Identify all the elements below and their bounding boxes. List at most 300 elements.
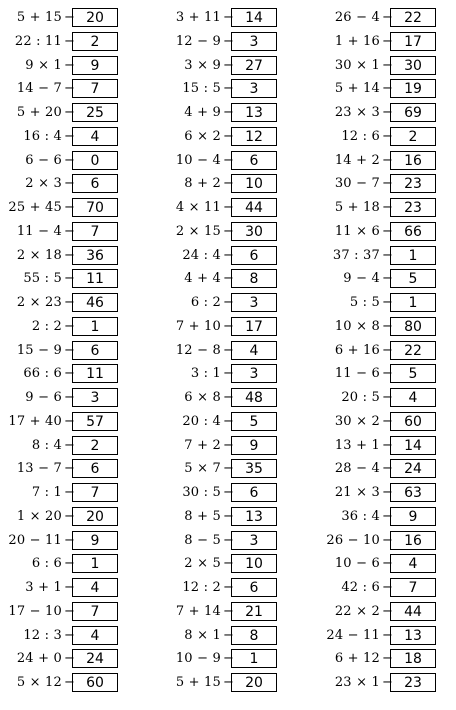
answer-box[interactable]: 10 xyxy=(231,174,277,193)
exercise-row xyxy=(0,530,150,552)
exercise-row xyxy=(159,648,309,670)
equals-dash: − xyxy=(382,532,393,548)
equals-dash: − xyxy=(64,342,75,358)
equals-dash: − xyxy=(64,223,75,239)
equals-dash: − xyxy=(223,366,234,382)
exercise-expression: 6 : 2 xyxy=(190,295,221,310)
equals-dash: − xyxy=(64,318,75,334)
exercise-expression: 14 − 7 xyxy=(16,81,62,97)
exercise-row xyxy=(318,221,456,243)
exercise-row xyxy=(0,268,150,290)
exercise-expression: 23 × 1 xyxy=(334,675,380,690)
equals-dash: − xyxy=(382,200,393,215)
exercise-row xyxy=(0,55,150,77)
equals-dash: − xyxy=(64,128,75,144)
exercise-row xyxy=(318,530,456,552)
exercise-expression: 66 : 6 xyxy=(23,366,62,382)
exercise-expression: 11 − 6 xyxy=(334,366,380,382)
exercise-row xyxy=(0,316,150,338)
exercise-row xyxy=(159,78,309,100)
answer-box[interactable]: 7 xyxy=(390,578,436,597)
exercise-row xyxy=(318,411,456,433)
equals-dash: − xyxy=(223,532,234,548)
exercise-row xyxy=(318,482,456,504)
answer-box[interactable]: 63 xyxy=(390,483,436,502)
exercise-row xyxy=(0,150,150,172)
answer-box[interactable]: 60 xyxy=(72,673,118,692)
equals-dash: − xyxy=(223,508,234,524)
exercise-expression: 24 : 4 xyxy=(182,247,221,263)
exercise-expression: 2 × 18 xyxy=(16,247,62,263)
answer-box[interactable]: 6 xyxy=(231,151,277,170)
equals-dash: − xyxy=(223,390,234,405)
equals-dash: − xyxy=(64,57,75,73)
exercise-expression: 5 + 15 xyxy=(16,10,62,25)
answer-box[interactable]: 69 xyxy=(390,103,436,122)
answer-box[interactable]: 24 xyxy=(390,459,436,478)
answer-box[interactable]: 4 xyxy=(390,554,436,573)
exercise-row xyxy=(0,482,150,504)
equals-dash: − xyxy=(223,603,234,619)
answer-box[interactable]: 23 xyxy=(390,174,436,193)
answer-box[interactable]: 2 xyxy=(390,127,436,146)
exercise-expression: 8 : 4 xyxy=(31,437,62,453)
equals-dash: − xyxy=(64,485,75,500)
exercise-expression: 12 − 8 xyxy=(175,342,221,358)
answer-box[interactable]: 30 xyxy=(231,222,277,241)
exercise-expression: 37 : 37 xyxy=(332,247,380,263)
exercise-expression: 30 : 5 xyxy=(182,485,221,500)
exercise-row xyxy=(0,221,150,243)
exercise-row xyxy=(0,553,150,575)
exercise-expression: 4 + 4 xyxy=(184,271,221,287)
answer-box[interactable]: 23 xyxy=(390,673,436,692)
exercise-row xyxy=(0,78,150,100)
exercise-expression: 20 : 4 xyxy=(182,413,221,429)
answer-box[interactable]: 23 xyxy=(390,198,436,217)
exercise-row xyxy=(0,601,150,623)
exercise-row xyxy=(318,173,456,195)
exercise-expression: 4 + 9 xyxy=(184,105,221,120)
equals-dash: − xyxy=(64,603,75,619)
exercise-row xyxy=(318,506,456,528)
exercise-expression: 2 : 2 xyxy=(31,318,62,334)
answer-box[interactable]: 6 xyxy=(72,459,118,478)
exercise-expression: 30 × 2 xyxy=(334,413,380,429)
exercise-expression: 12 : 2 xyxy=(182,580,221,595)
answer-box[interactable]: 6 xyxy=(231,578,277,597)
answer-box[interactable]: 16 xyxy=(390,531,436,550)
answer-box[interactable]: 3 xyxy=(231,79,277,98)
answer-box[interactable]: 22 xyxy=(390,341,436,360)
answer-box[interactable]: 8 xyxy=(231,269,277,288)
equals-dash: − xyxy=(64,508,75,524)
equals-dash: − xyxy=(223,485,234,500)
equals-dash: − xyxy=(223,675,234,690)
answer-box[interactable]: 11 xyxy=(72,364,118,383)
equals-dash: − xyxy=(223,651,234,667)
answer-box[interactable]: 12 xyxy=(231,127,277,146)
exercise-row xyxy=(318,268,456,290)
answer-box[interactable]: 60 xyxy=(390,412,436,431)
equals-dash: − xyxy=(382,580,393,595)
exercise-row xyxy=(0,292,150,314)
answer-box[interactable]: 9 xyxy=(72,56,118,75)
answer-box[interactable]: 66 xyxy=(390,222,436,241)
exercise-expression: 28 − 4 xyxy=(334,461,380,477)
exercise-expression: 26 − 4 xyxy=(334,10,380,25)
exercise-row xyxy=(0,387,150,409)
answer-box[interactable]: 3 xyxy=(231,293,277,312)
answer-box[interactable]: 3 xyxy=(231,364,277,383)
exercise-row xyxy=(159,625,309,647)
equals-dash: − xyxy=(64,675,75,690)
answer-box[interactable]: 22 xyxy=(390,8,436,27)
exercise-row xyxy=(159,292,309,314)
answer-box[interactable]: 7 xyxy=(72,79,118,98)
answer-box[interactable]: 4 xyxy=(72,578,118,597)
exercise-expression: 6 : 6 xyxy=(31,556,62,572)
answer-box[interactable]: 8 xyxy=(231,626,277,645)
exercise-row xyxy=(0,126,150,148)
exercise-expression: 8 + 5 xyxy=(184,508,221,524)
answer-box[interactable]: 24 xyxy=(72,649,118,668)
exercise-row xyxy=(0,7,150,29)
equals-dash: − xyxy=(223,342,234,358)
answer-box[interactable]: 13 xyxy=(231,507,277,526)
equals-dash: − xyxy=(64,295,75,310)
exercise-expression: 6 × 8 xyxy=(184,390,221,405)
equals-dash: − xyxy=(64,105,75,120)
answer-box[interactable]: 44 xyxy=(231,198,277,217)
answer-box[interactable]: 5 xyxy=(231,412,277,431)
exercise-expression: 2 × 3 xyxy=(25,176,62,192)
equals-dash: − xyxy=(382,128,393,144)
exercise-expression: 5 + 15 xyxy=(175,675,221,690)
answer-box[interactable]: 17 xyxy=(231,317,277,336)
answer-box[interactable]: 5 xyxy=(390,269,436,288)
exercise-expression: 11 × 6 xyxy=(334,223,380,239)
equals-dash: − xyxy=(64,200,75,215)
exercise-expression: 22 × 2 xyxy=(334,603,380,619)
exercise-expression: 30 − 7 xyxy=(334,176,380,192)
exercise-expression: 42 : 6 xyxy=(341,580,380,595)
answer-box[interactable]: 20 xyxy=(72,507,118,526)
answer-box[interactable]: 7 xyxy=(72,602,118,621)
exercise-row xyxy=(318,387,456,409)
answer-box[interactable]: 9 xyxy=(231,436,277,455)
answer-box[interactable]: 3 xyxy=(231,32,277,51)
exercise-expression: 7 + 14 xyxy=(175,603,221,619)
exercise-row xyxy=(159,577,309,599)
exercise-row xyxy=(0,173,150,195)
exercise-expression: 1 × 20 xyxy=(16,508,62,524)
equals-dash: − xyxy=(223,105,234,120)
exercise-row xyxy=(0,648,150,670)
exercise-row xyxy=(0,245,150,267)
exercise-expression: 21 × 3 xyxy=(334,485,380,500)
answer-box[interactable]: 4 xyxy=(231,341,277,360)
exercise-expression: 1 + 16 xyxy=(334,33,380,49)
equals-dash: − xyxy=(64,580,75,595)
exercise-expression: 11 − 4 xyxy=(16,223,62,239)
exercise-row xyxy=(318,577,456,599)
answer-box[interactable]: 1 xyxy=(72,317,118,336)
answer-box[interactable]: 36 xyxy=(72,246,118,265)
equals-dash: − xyxy=(382,461,393,477)
equals-dash: − xyxy=(64,461,75,477)
exercise-row xyxy=(159,31,309,53)
exercise-expression: 12 − 9 xyxy=(175,33,221,49)
answer-box[interactable]: 6 xyxy=(72,341,118,360)
equals-dash: − xyxy=(382,413,393,429)
answer-box[interactable]: 80 xyxy=(390,317,436,336)
answer-box[interactable]: 57 xyxy=(72,412,118,431)
exercise-row xyxy=(318,31,456,53)
equals-dash: − xyxy=(382,10,393,25)
equals-dash: − xyxy=(64,81,75,97)
answer-box[interactable]: 5 xyxy=(390,364,436,383)
answer-box[interactable]: 1 xyxy=(231,649,277,668)
exercise-row xyxy=(159,530,309,552)
exercise-row xyxy=(0,363,150,385)
equals-dash: − xyxy=(64,556,75,572)
exercise-expression: 12 : 3 xyxy=(23,627,62,643)
answer-box[interactable]: 48 xyxy=(231,388,277,407)
answer-box[interactable]: 1 xyxy=(72,554,118,573)
answer-box[interactable]: 44 xyxy=(390,602,436,621)
exercise-expression: 5 + 20 xyxy=(16,105,62,120)
exercise-row xyxy=(318,126,456,148)
exercise-row xyxy=(159,221,309,243)
equals-dash: − xyxy=(382,556,393,572)
exercise-expression: 17 + 40 xyxy=(8,413,62,429)
exercise-expression: 22 : 11 xyxy=(14,33,62,49)
exercise-row xyxy=(318,363,456,385)
exercise-expression: 2 × 5 xyxy=(184,556,221,572)
equals-dash: − xyxy=(223,81,234,97)
answer-box[interactable]: 9 xyxy=(72,531,118,550)
answer-box[interactable]: 3 xyxy=(231,531,277,550)
exercise-expression: 13 + 1 xyxy=(334,437,380,453)
equals-dash: − xyxy=(223,33,234,49)
exercise-row xyxy=(318,245,456,267)
answer-box[interactable]: 30 xyxy=(390,56,436,75)
exercise-row xyxy=(159,102,309,124)
answer-box[interactable]: 21 xyxy=(231,602,277,621)
equals-dash: − xyxy=(382,295,393,310)
answer-box[interactable]: 3 xyxy=(72,388,118,407)
answer-box[interactable]: 13 xyxy=(231,103,277,122)
exercise-expression: 7 + 10 xyxy=(175,318,221,334)
exercise-row xyxy=(318,435,456,457)
exercise-expression: 26 − 10 xyxy=(326,532,380,548)
answer-box[interactable]: 9 xyxy=(390,507,436,526)
equals-dash: − xyxy=(382,508,393,524)
exercise-row xyxy=(318,648,456,670)
equals-dash: − xyxy=(382,105,393,120)
exercise-row xyxy=(159,435,309,457)
exercise-expression: 16 : 4 xyxy=(23,128,62,144)
answer-box[interactable]: 19 xyxy=(390,79,436,98)
answer-box[interactable]: 0 xyxy=(72,151,118,170)
answer-box[interactable]: 11 xyxy=(72,269,118,288)
equals-dash: − xyxy=(223,176,234,192)
equals-dash: − xyxy=(382,437,393,453)
equals-dash: − xyxy=(382,176,393,192)
exercise-row xyxy=(318,197,456,219)
answer-box[interactable]: 46 xyxy=(72,293,118,312)
equals-dash: − xyxy=(223,247,234,263)
exercise-expression: 2 × 23 xyxy=(16,295,62,310)
equals-dash: − xyxy=(64,152,75,168)
equals-dash: − xyxy=(223,437,234,453)
equals-dash: − xyxy=(223,152,234,168)
answer-box[interactable]: 35 xyxy=(231,459,277,478)
exercise-row xyxy=(159,268,309,290)
answer-box[interactable]: 20 xyxy=(72,8,118,27)
equals-dash: − xyxy=(64,413,75,429)
exercise-expression: 20 − 11 xyxy=(8,532,62,548)
exercise-expression: 30 × 1 xyxy=(334,57,380,73)
equals-dash: − xyxy=(382,603,393,619)
exercise-expression: 2 × 15 xyxy=(175,223,221,239)
exercise-row xyxy=(318,292,456,314)
answer-box[interactable]: 17 xyxy=(390,32,436,51)
exercise-row xyxy=(0,625,150,647)
equals-dash: − xyxy=(382,390,393,405)
equals-dash: − xyxy=(382,651,393,667)
exercise-row xyxy=(318,458,456,480)
exercise-row xyxy=(0,458,150,480)
answer-box[interactable]: 6 xyxy=(231,483,277,502)
exercise-row xyxy=(318,150,456,172)
equals-dash: − xyxy=(64,390,75,405)
answer-box[interactable]: 25 xyxy=(72,103,118,122)
answer-box[interactable]: 7 xyxy=(72,222,118,241)
exercise-row xyxy=(159,126,309,148)
exercise-row xyxy=(318,601,456,623)
exercise-expression: 36 : 4 xyxy=(341,508,380,524)
answer-box[interactable]: 14 xyxy=(390,436,436,455)
equals-dash: − xyxy=(64,532,75,548)
answer-box[interactable]: 1 xyxy=(390,293,436,312)
exercise-row xyxy=(159,458,309,480)
equals-dash: − xyxy=(223,57,234,73)
answer-box[interactable]: 4 xyxy=(72,127,118,146)
answer-box[interactable]: 27 xyxy=(231,56,277,75)
exercise-expression: 3 + 11 xyxy=(175,10,221,25)
exercise-row xyxy=(0,31,150,53)
exercise-row xyxy=(318,55,456,77)
exercise-expression: 3 + 1 xyxy=(25,580,62,595)
answer-box[interactable]: 2 xyxy=(72,436,118,455)
exercise-expression: 15 : 5 xyxy=(182,81,221,97)
exercise-expression: 8 − 5 xyxy=(184,532,221,548)
answer-box[interactable]: 13 xyxy=(390,626,436,645)
equals-dash: − xyxy=(223,580,234,595)
exercise-row xyxy=(318,78,456,100)
answer-box[interactable]: 18 xyxy=(390,649,436,668)
exercise-row xyxy=(0,506,150,528)
exercise-row xyxy=(159,55,309,77)
answer-box[interactable]: 2 xyxy=(72,32,118,51)
exercise-expression: 17 − 10 xyxy=(8,603,62,619)
exercise-expression: 9 − 6 xyxy=(25,390,62,405)
exercise-expression: 12 : 6 xyxy=(341,128,380,144)
equals-dash: − xyxy=(382,342,393,358)
exercise-expression: 5 × 12 xyxy=(16,675,62,690)
exercise-row xyxy=(318,102,456,124)
equals-dash: − xyxy=(223,461,234,477)
equals-dash: − xyxy=(223,295,234,310)
exercise-expression: 10 − 6 xyxy=(334,556,380,572)
exercise-expression: 10 × 8 xyxy=(334,318,380,334)
exercise-row xyxy=(159,340,309,362)
answer-box[interactable]: 70 xyxy=(72,198,118,217)
exercise-row xyxy=(0,411,150,433)
exercise-expression: 6 − 6 xyxy=(25,152,62,168)
equals-dash: − xyxy=(382,152,393,168)
equals-dash: − xyxy=(223,556,234,572)
exercise-expression: 3 × 9 xyxy=(184,57,221,73)
equals-dash: − xyxy=(64,247,75,263)
exercise-row xyxy=(159,197,309,219)
answer-box[interactable]: 7 xyxy=(72,483,118,502)
exercise-expression: 15 − 9 xyxy=(16,342,62,358)
exercise-expression: 23 × 3 xyxy=(334,105,380,120)
exercise-row xyxy=(318,7,456,29)
answer-box[interactable]: 4 xyxy=(390,388,436,407)
answer-box[interactable]: 4 xyxy=(72,626,118,645)
exercise-expression: 5 + 14 xyxy=(334,81,380,97)
answer-box[interactable]: 10 xyxy=(231,554,277,573)
exercise-expression: 6 + 12 xyxy=(334,651,380,667)
exercise-expression: 8 + 2 xyxy=(184,176,221,192)
exercise-expression: 6 × 2 xyxy=(184,128,221,144)
exercise-row xyxy=(159,506,309,528)
exercise-row xyxy=(159,387,309,409)
equals-dash: − xyxy=(382,223,393,239)
equals-dash: − xyxy=(64,651,75,667)
exercise-expression: 55 : 5 xyxy=(23,271,62,287)
answer-box[interactable]: 1 xyxy=(390,246,436,265)
exercise-row xyxy=(159,7,309,29)
answer-box[interactable]: 6 xyxy=(231,246,277,265)
exercise-row xyxy=(318,553,456,575)
exercise-expression: 24 − 11 xyxy=(326,627,380,643)
equals-dash: − xyxy=(382,485,393,500)
equals-dash: − xyxy=(64,366,75,382)
exercise-row xyxy=(159,245,309,267)
answer-box[interactable]: 14 xyxy=(231,8,277,27)
exercise-expression: 4 × 11 xyxy=(175,200,221,215)
exercise-row xyxy=(159,482,309,504)
exercise-expression: 7 : 1 xyxy=(31,485,62,500)
exercise-row xyxy=(0,102,150,124)
answer-box[interactable]: 6 xyxy=(72,174,118,193)
equals-dash: − xyxy=(64,437,75,453)
equals-dash: − xyxy=(223,627,234,643)
answer-box[interactable]: 16 xyxy=(390,151,436,170)
exercise-row xyxy=(318,625,456,647)
exercise-expression: 14 + 2 xyxy=(334,152,380,168)
answer-box[interactable]: 20 xyxy=(231,673,277,692)
exercise-row xyxy=(159,411,309,433)
equals-dash: − xyxy=(382,318,393,334)
exercise-row xyxy=(318,672,456,694)
equals-dash: − xyxy=(382,81,393,97)
